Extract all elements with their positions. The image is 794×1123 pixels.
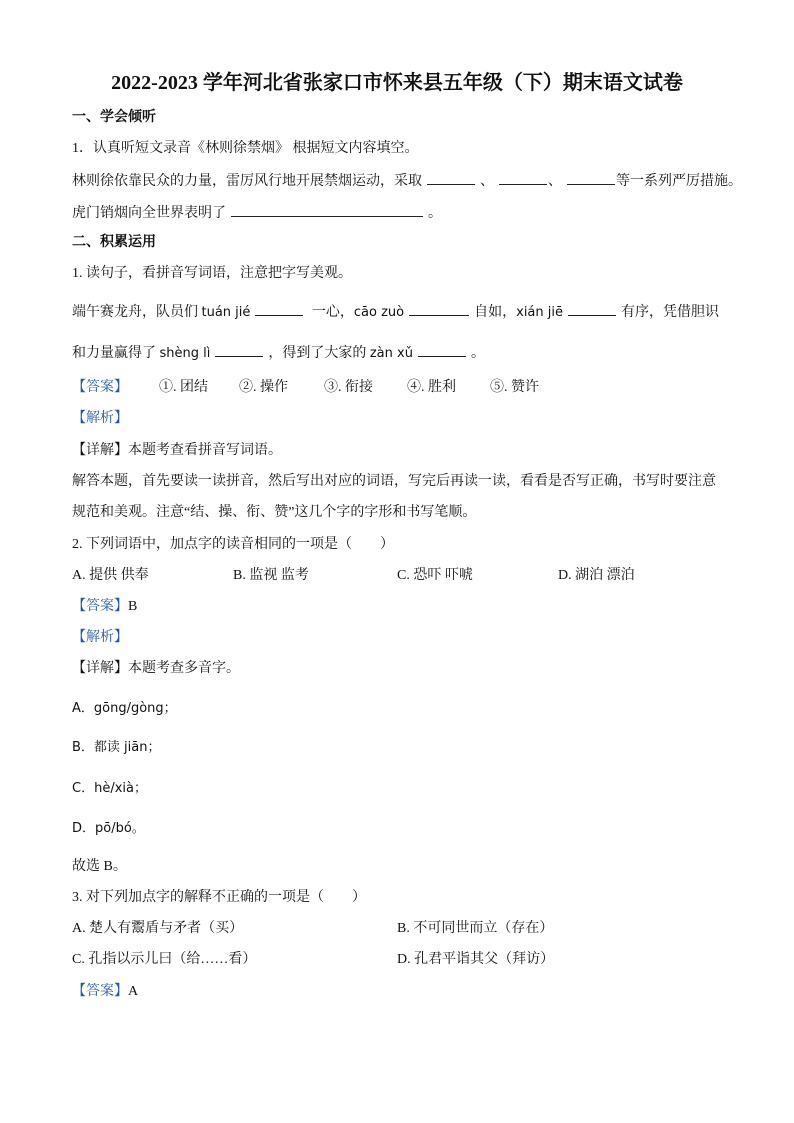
option-c: C. 孔指以示儿曰（给……看） <box>72 952 257 967</box>
analysis-item: A．gōng/gòng； <box>72 701 177 716</box>
options-row <box>72 951 732 969</box>
answer-line <box>72 983 138 1001</box>
fill-text: 虎门销烟向全世界表明了 <box>72 206 226 221</box>
detail-text: 【详解】本题考查看拼音写词语。 <box>72 443 282 458</box>
pinyin: zàn xǔ <box>369 346 413 361</box>
fill-text: 。 <box>428 206 442 221</box>
answer-line <box>72 598 137 616</box>
answer-item: ②. 操作 <box>239 380 288 395</box>
fill-text: 林则徐依靠民众的力量，雷厉风行地开展禁烟运动，采取 <box>72 174 422 189</box>
sentence-text: ，得到了大家的 <box>268 346 367 361</box>
analysis-label: 【解析】 <box>72 630 128 645</box>
section-heading-accumulation: 二、积累运用 <box>72 235 156 250</box>
option-c: C. 恐吓 吓唬 <box>397 568 473 583</box>
fill-line <box>72 203 442 223</box>
question-prompt: 1. 读句子，看拼音写词语，注意把字写美观。 <box>72 266 352 281</box>
separator: 、 <box>548 174 562 189</box>
sentence-text: 和力量赢得了 <box>72 346 156 361</box>
answer-blank <box>427 171 475 185</box>
option-d: D. 孔君平诣其父（拜访） <box>397 952 555 967</box>
fill-line <box>72 171 742 191</box>
sentence-text: 端午赛龙舟，队员们 <box>72 305 198 320</box>
option-b: B. 监视 监考 <box>233 568 309 583</box>
question-prompt: 2. 下列词语中，加点字的读音相同的一项是（ ） <box>72 537 394 552</box>
answer-label: 【答案】 <box>72 599 128 614</box>
answer-blank <box>409 302 469 316</box>
answer-item: ③. 衔接 <box>324 380 373 395</box>
question-prompt: 1．认真听短文录音《林则徐禁烟》 根据短文内容填空。 <box>72 141 419 156</box>
answer-blank <box>215 343 263 357</box>
pinyin-line <box>72 302 719 322</box>
conclusion-text: 故选 B。 <box>72 859 127 874</box>
pinyin-line <box>72 343 485 363</box>
fill-text: 等一系列严厉措施。 <box>616 174 742 189</box>
sentence-text: 自如， <box>474 305 517 320</box>
answer-item: ④. 胜利 <box>407 380 456 395</box>
page-title: 2022-2023 学年河北省张家口市怀来县五年级（下）期末语文试卷 <box>111 72 683 94</box>
options-row <box>72 920 732 938</box>
pinyin: xián jiē <box>516 305 563 320</box>
option-a: A. 提供 供奉 <box>72 568 149 583</box>
sentence-text: 一心， <box>311 305 354 320</box>
answer-label: 【答案】 <box>72 984 128 999</box>
analysis-item: C．hè/xià； <box>72 781 147 796</box>
answer-blank <box>231 203 423 217</box>
question-prompt: 3. 对下列加点字的解释不正确的一项是（ ） <box>72 890 366 905</box>
answer-blank <box>568 302 616 316</box>
answer-blank <box>418 343 466 357</box>
answer-item: ⑤. 赞许 <box>490 380 539 395</box>
pinyin: tuán jié <box>201 305 251 320</box>
option-a: A. 楚人有鬻盾与矛者（买） <box>72 921 244 936</box>
answer-blank <box>567 171 615 185</box>
separator: 、 <box>480 174 494 189</box>
pinyin: cāo zuò <box>353 305 405 320</box>
section-heading-listening: 一、学会倾听 <box>72 110 156 125</box>
sentence-text: 。 <box>470 346 485 361</box>
explanation-line: 规范和美观。注意“结、操、衔、赞”这几个字的字形和书写笔顺。 <box>72 505 477 520</box>
analysis-label: 【解析】 <box>72 411 128 426</box>
answer-value: B <box>128 599 138 614</box>
pinyin: shèng lì <box>159 346 211 361</box>
answer-blank <box>499 171 547 185</box>
analysis-item: D．pō/bó。 <box>72 821 145 836</box>
answer-value: A <box>128 984 139 999</box>
answer-blank <box>255 302 303 316</box>
analysis-item: B．都读 jiān； <box>72 740 161 755</box>
answer-label: 【答案】 <box>72 380 128 395</box>
answer-item: ①. 团结 <box>159 380 208 395</box>
sentence-text: 有序，凭借胆识 <box>621 305 719 320</box>
answer-row <box>72 379 732 397</box>
option-d: D. 湖泊 漂泊 <box>558 568 635 583</box>
detail-text: 【详解】本题考查多音字。 <box>72 661 240 676</box>
explanation-line: 解答本题，首先要读一读拼音，然后写出对应的词语，写完后再读一读，看看是否写正确，书写时要注意 <box>72 474 716 489</box>
option-b: B. 不可同世而立（存在） <box>397 921 554 936</box>
options-row <box>72 567 732 585</box>
